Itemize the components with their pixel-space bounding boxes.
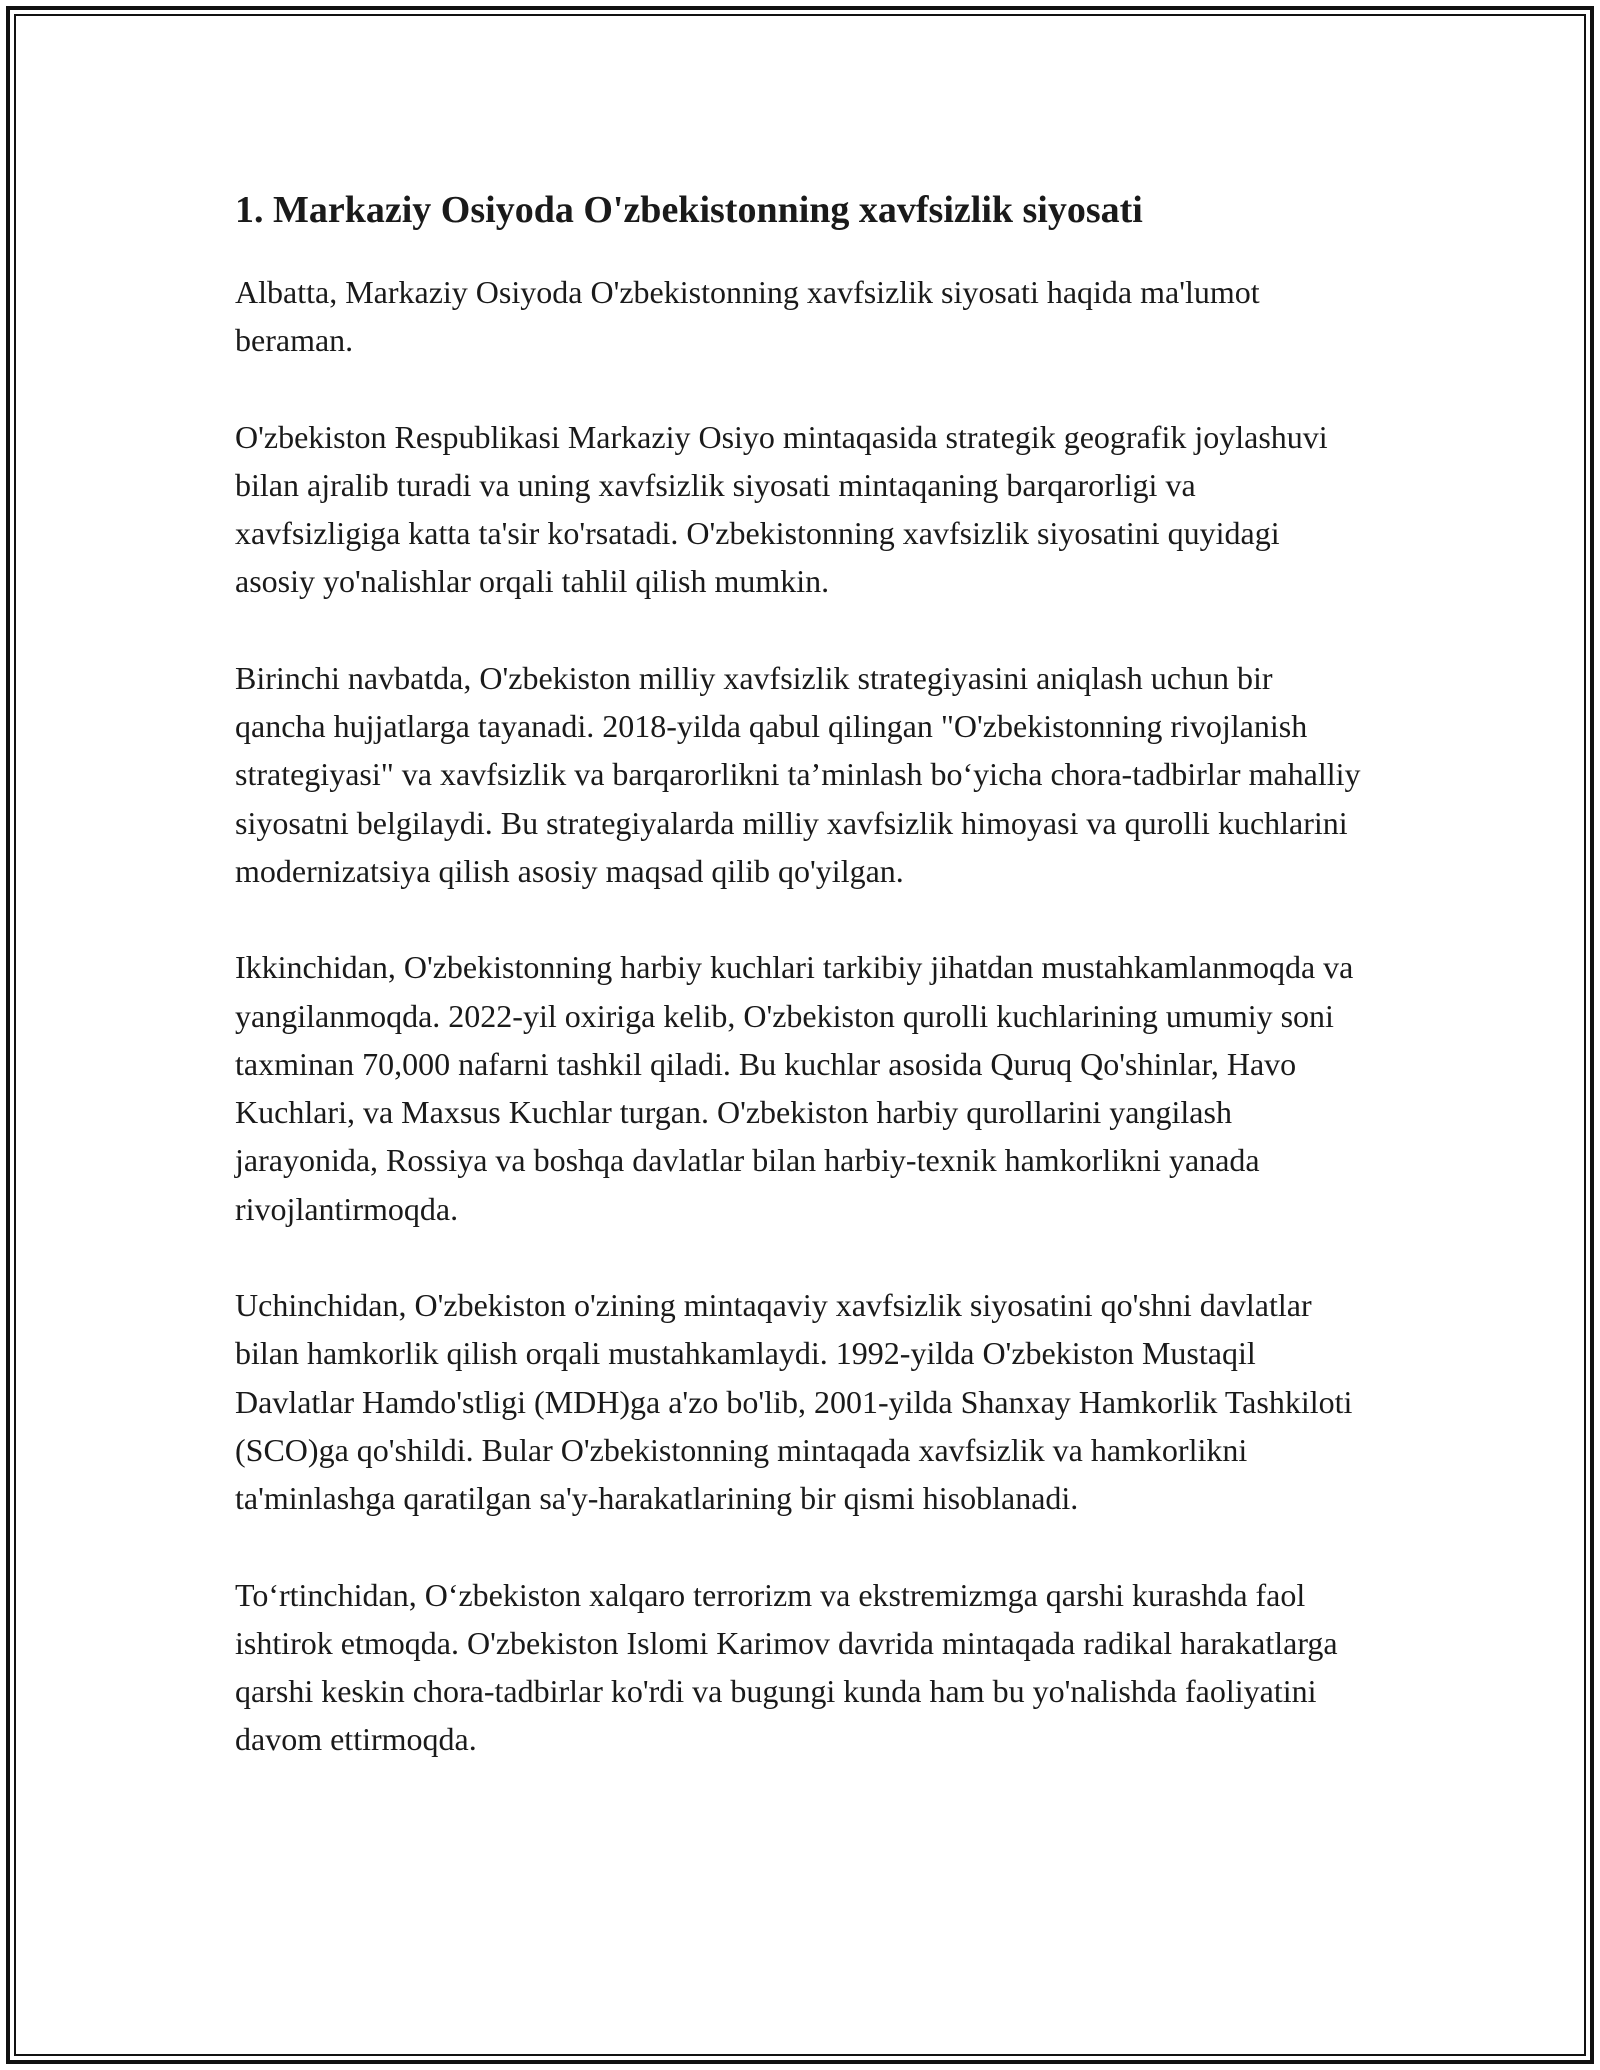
paragraph-second: Ikkinchidan, O'zbekistonning harbiy kuchlari tarkibiy jihatdan mustahkamlanmoqda va yangilanmoqda. 2022-yil oxiriga kelib, O'zbekiston qurolli kuchlarining umumiy soni taxminan 70,000 nafarni tashkil qiladi. Bu kuchlar asosida Quruq Qo'shinlar, Havo Kuchlari, va Maxsus Kuchlar turgan. O'zbekiston harbiy qurollarini yangilash jarayonida, Rossiya va boshqa davlatlar bilan harbiy-texnik hamkorlikni yanada rivojlantirmoqda. [235, 949, 1354, 1227]
paragraph-first: Birinchi navbatda, O'zbekiston milliy xavfsizlik strategiyasini aniqlash uchun bir qancha hujjatlarga tayanadi. 2018-yilda qabul qilingan "O'zbekistonning rivojlanish strategiyasi" va xavfsizlik va barqarorlikni ta’minlash bo‘yicha chora-tadbirlar mahalliy siyosatni belgilaydi. Bu strategiyalarda milliy xavfsizlik himoyasi va qurolli kuchlarini modernizatsiya qilish asosiy maqsad qilib qo'yilgan. [235, 659, 1361, 889]
paragraph-fourth: To‘rtinchidan, O‘zbekiston xalqaro terrorizm va ekstremizmga qarshi kurashda faol ishtirok etmoqda. O'zbekiston Islomi Karimov davrida mintaqada radikal harakatlarga qarshi keskin chora-tadbirlar ko'rdi va bugungi kunda ham bu yo'nalishda faoliyatini davom ettirmoqda. [235, 1576, 1338, 1758]
document-body [235, 186, 1365, 1812]
paragraph-third: Uchinchidan, O'zbekiston o'zining mintaqaviy xavfsizlik siyosatini qo'shni davlatlar bilan hamkorlik qilish orqali mustahkamlaydi. 1992-yilda O'zbekiston Mustaqil Davlatlar Hamdo'stligi (MDH)ga a'zo bo'lib, 2001-yilda Shanxay Hamkorlik Tashkiloti (SCO)ga qo'shildi. Bular O'zbekistonning mintaqada xavfsizlik va hamkorlikni ta'minlashga qaratilgan sa'y-harakatlarining bir qismi hisoblanadi. [235, 1287, 1353, 1517]
section-title: 1. Markaziy Osiyoda O'zbekistonning xavfsizlik siyosati [235, 189, 1143, 231]
paragraph-overview: O'zbekiston Respublikasi Markaziy Osiyo mintaqasida strategik geografik joylashuvi bilan ajralib turadi va uning xavfsizlik siyosati mintaqaning barqarorligi va xavfsizligiga katta ta'sir ko'rsatadi. O'zbekistonning xavfsizlik siyosatini quyidagi asosiy yo'nalishlar orqali tahlil qilish mumkin. [235, 418, 1328, 600]
paragraph-intro: Albatta, Markaziy Osiyoda O'zbekistonning xavfsizlik siyosati haqida ma'lumot beraman. [235, 274, 1260, 359]
